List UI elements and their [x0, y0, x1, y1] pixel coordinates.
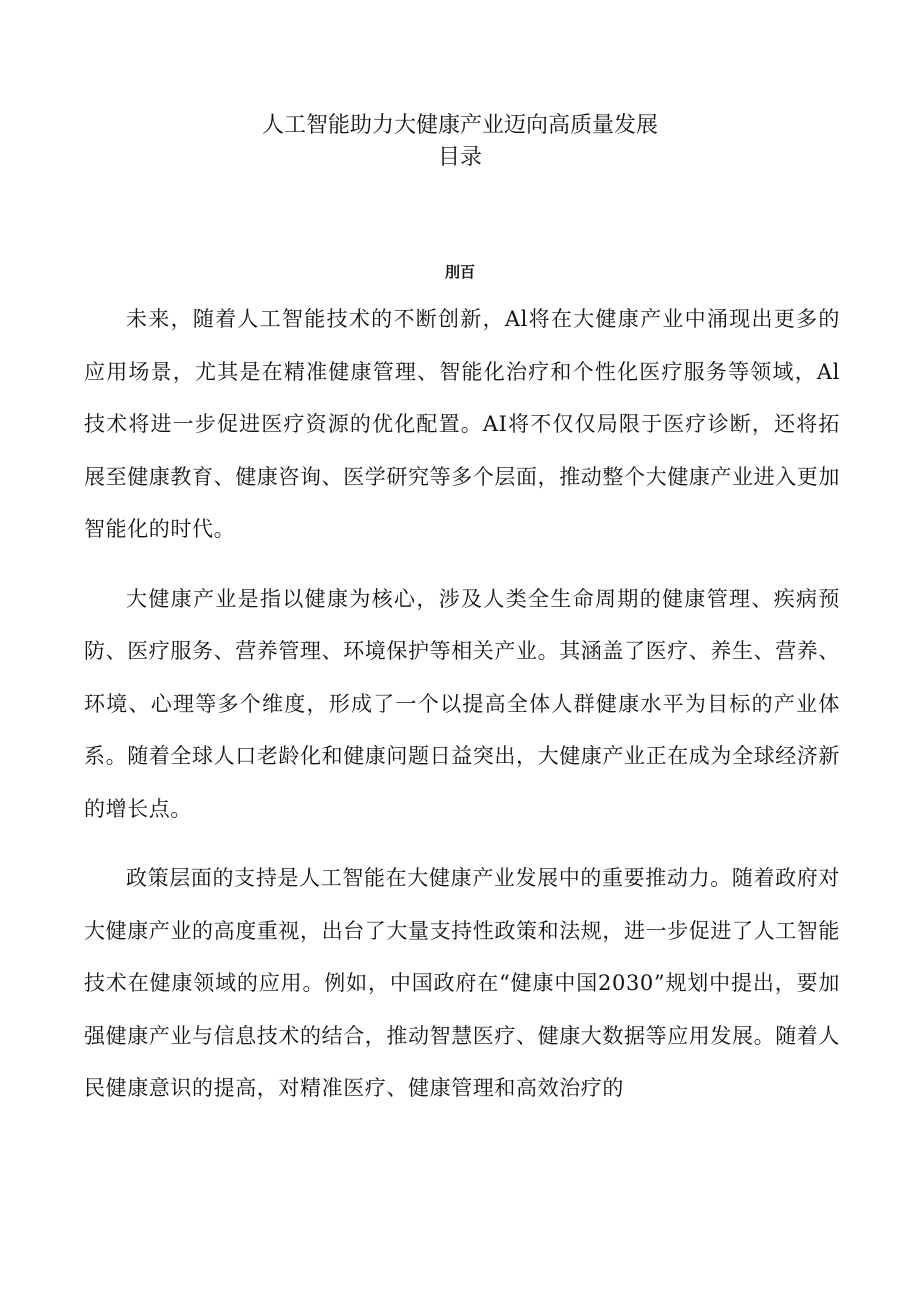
document-body [84, 293, 840, 1132]
document-title: 人工智能助力大健康产业迈向高质量发展 [261, 113, 658, 138]
paragraph-1: 未来，随着人工智能技术的不断创新，Al将在大健康产业中涌现出更多的应用场景，尤其是在精准健康管理、智能化治疗和个性化医疗服务等领域，Al技术将进一步促进医疗资源的优化配置。AI将不仅仅局限于医疗诊断，还将拓展至健康教育、健康咨询、医学研究等多个层面，推动整个大健康产业进入更加智能化的时代。 [84, 307, 840, 541]
paragraph-2: 大健康产业是指以健康为核心，涉及人类全生命周期的健康管理、疾病预防、医疗服务、营养管理、环境保护等相关产业。其涵盖了医疗、养生、营养、环境、心理等多个维度，形成了一个以提高全体人群健康水平为目标的产业体系。随着全球人口老龄化和健康问题日益突出，大健康产业正在成为全球经济新的增长点。 [84, 586, 840, 821]
paragraph-3: 政策层面的支持是人工智能在大健康产业发展中的重要推动力。随着政府对大健康产业的高度重视，出台了大量支持性政策和法规，进一步促进了人工智能技术在健康领域的应用。例如，中国政府在“健康中国2030”规划中提出，要加强健康产业与信息技术的结合，推动智慧医疗、健康大数据等应用发展。随着人民健康意识的提高，对精准医疗、健康管理和高效治疗的 [84, 866, 840, 1100]
toc-heading: 目录 [437, 145, 482, 170]
preface-heading: 刖百 [444, 263, 475, 281]
